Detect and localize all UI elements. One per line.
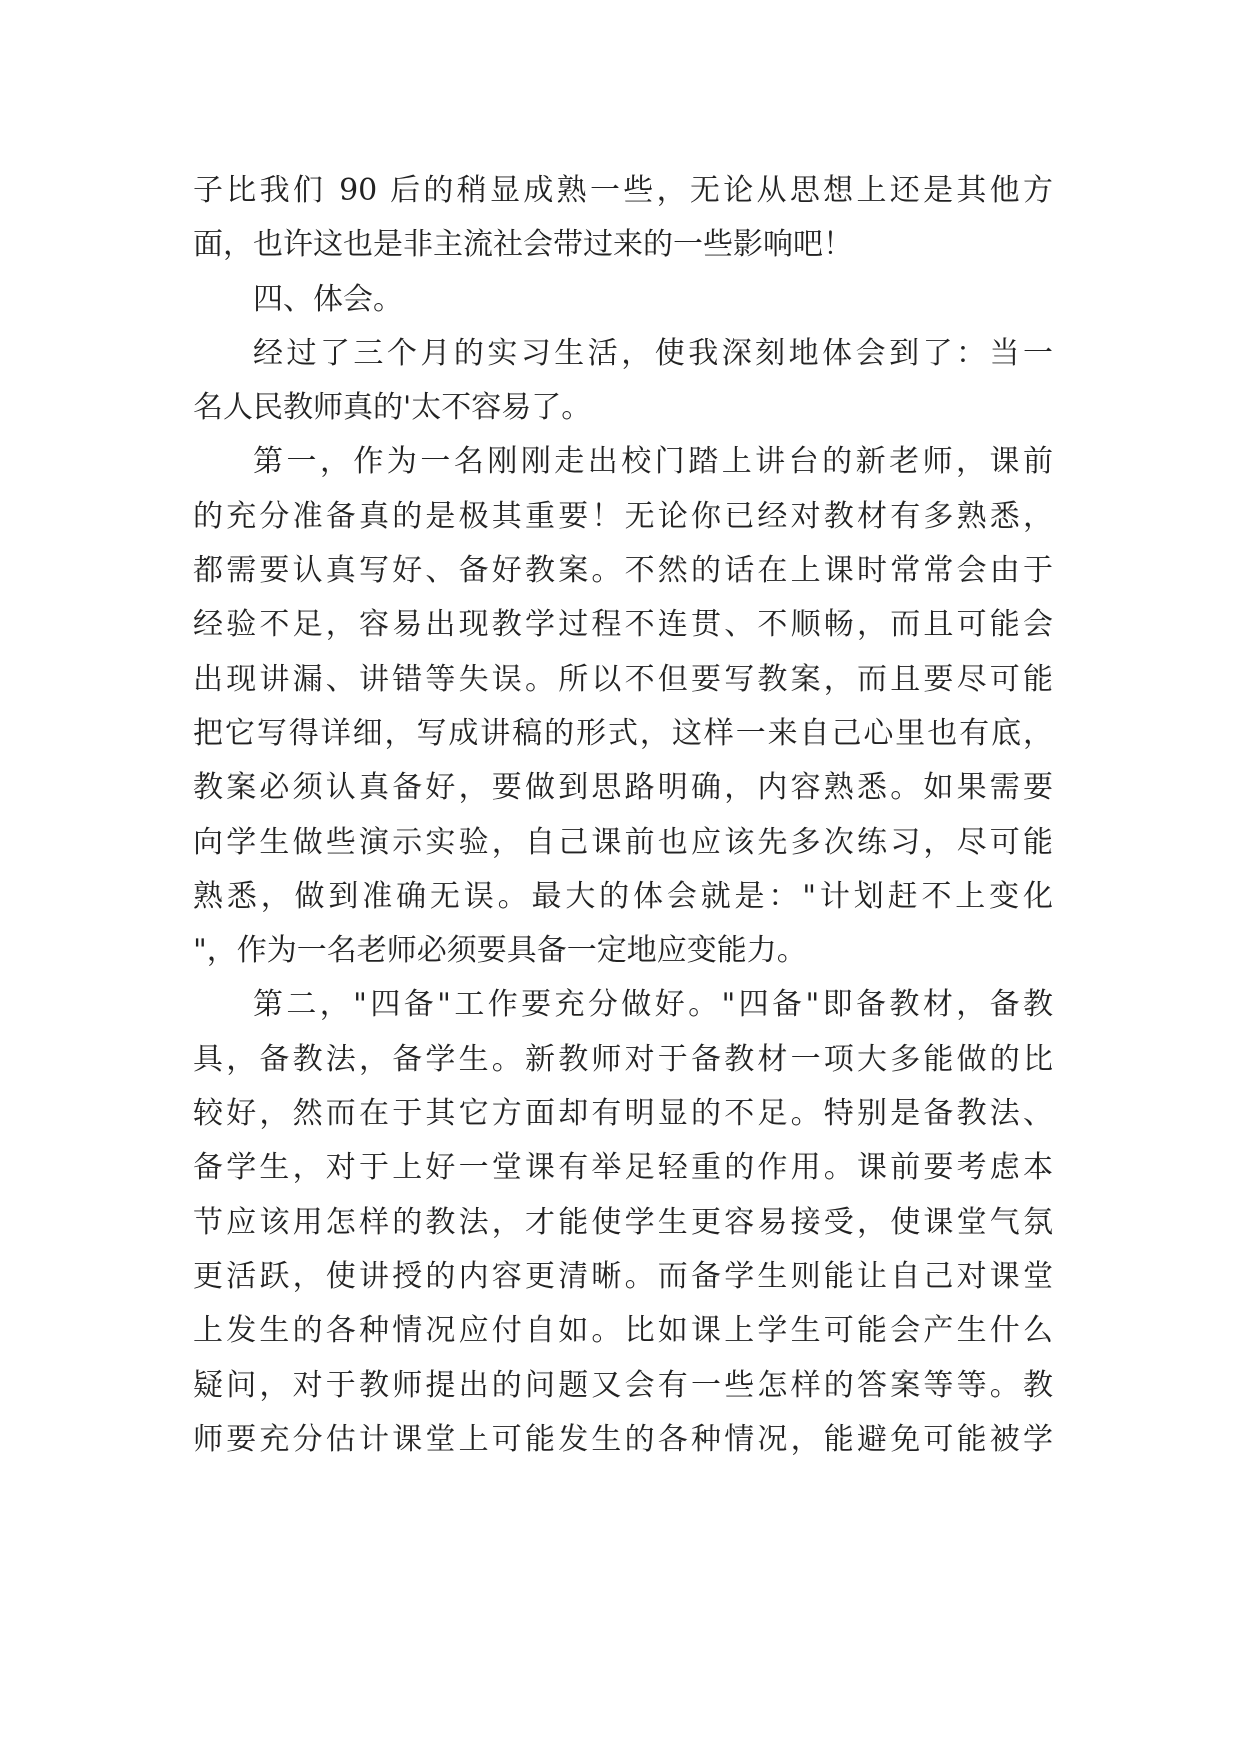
text-line: 面，也许这也是非主流社会带过来的一些影响吧！	[193, 227, 853, 263]
text-line: 师要充分估计课堂上可能发生的各种情况，能避免可能被学	[193, 1421, 1053, 1457]
text-line: 向学生做些演示实验，自己课前也应该先多次练习，尽可能	[193, 824, 1053, 860]
text-line: 经验不足，容易出现教学过程不连贯、不顺畅，而且可能会	[193, 607, 1053, 643]
text-line: 把它写得详细，写成讲稿的形式，这样一来自己心里也有底，	[193, 715, 1053, 751]
text-line: 疑问，对于教师提出的问题又会有一些怎样的答案等等。教	[193, 1367, 1053, 1403]
text-line: 出现讲漏、讲错等失误。所以不但要写教案，而且要尽可能	[193, 661, 1053, 697]
text-line: 更活跃，使讲授的内容更清晰。而备学生则能让自己对课堂	[193, 1258, 1053, 1294]
text-line: 经过了三个月的实习生活，使我深刻地体会到了：当一	[253, 335, 1053, 371]
text-line: "，作为一名老师必须要具备一定地应变能力。	[193, 933, 807, 969]
text-line: 教案必须认真备好，要做到思路明确，内容熟悉。如果需要	[193, 770, 1053, 806]
text-line: 的充分准备真的是极其重要！无论你已经对教材有多熟悉，	[193, 498, 1053, 534]
text-line: 名人民教师真的'太不容易了。	[193, 390, 592, 426]
text-line: 四、体会。	[253, 281, 403, 317]
text-line: 熟悉，做到准确无误。最大的体会就是："计划赶不上变化	[193, 878, 1053, 914]
text-line: 第二，"四备"工作要充分做好。"四备"即备教材，备教	[253, 987, 1053, 1023]
text-line: 备学生，对于上好一堂课有举足轻重的作用。课前要考虑本	[193, 1150, 1053, 1186]
text-line: 子比我们 90 后的稍显成熟一些，无论从思想上还是其他方	[193, 173, 1053, 208]
text-line: 较好，然而在于其它方面却有明显的不足。特别是备教法、	[193, 1096, 1053, 1132]
text-line: 上发生的各种情况应付自如。比如课上学生可能会产生什么	[193, 1313, 1053, 1349]
body-text	[193, 164, 1053, 1467]
text-line: 节应该用怎样的教法，才能使学生更容易接受，使课堂气氛	[193, 1204, 1053, 1240]
text-line: 都需要认真写好、备好教案。不然的话在上课时常常会由于	[193, 553, 1053, 589]
text-line: 第一，作为一名刚刚走出校门踏上讲台的新老师，课前	[253, 444, 1053, 480]
text-line: 具，备教法，备学生。新教师对于备教材一项大多能做的比	[193, 1041, 1053, 1077]
